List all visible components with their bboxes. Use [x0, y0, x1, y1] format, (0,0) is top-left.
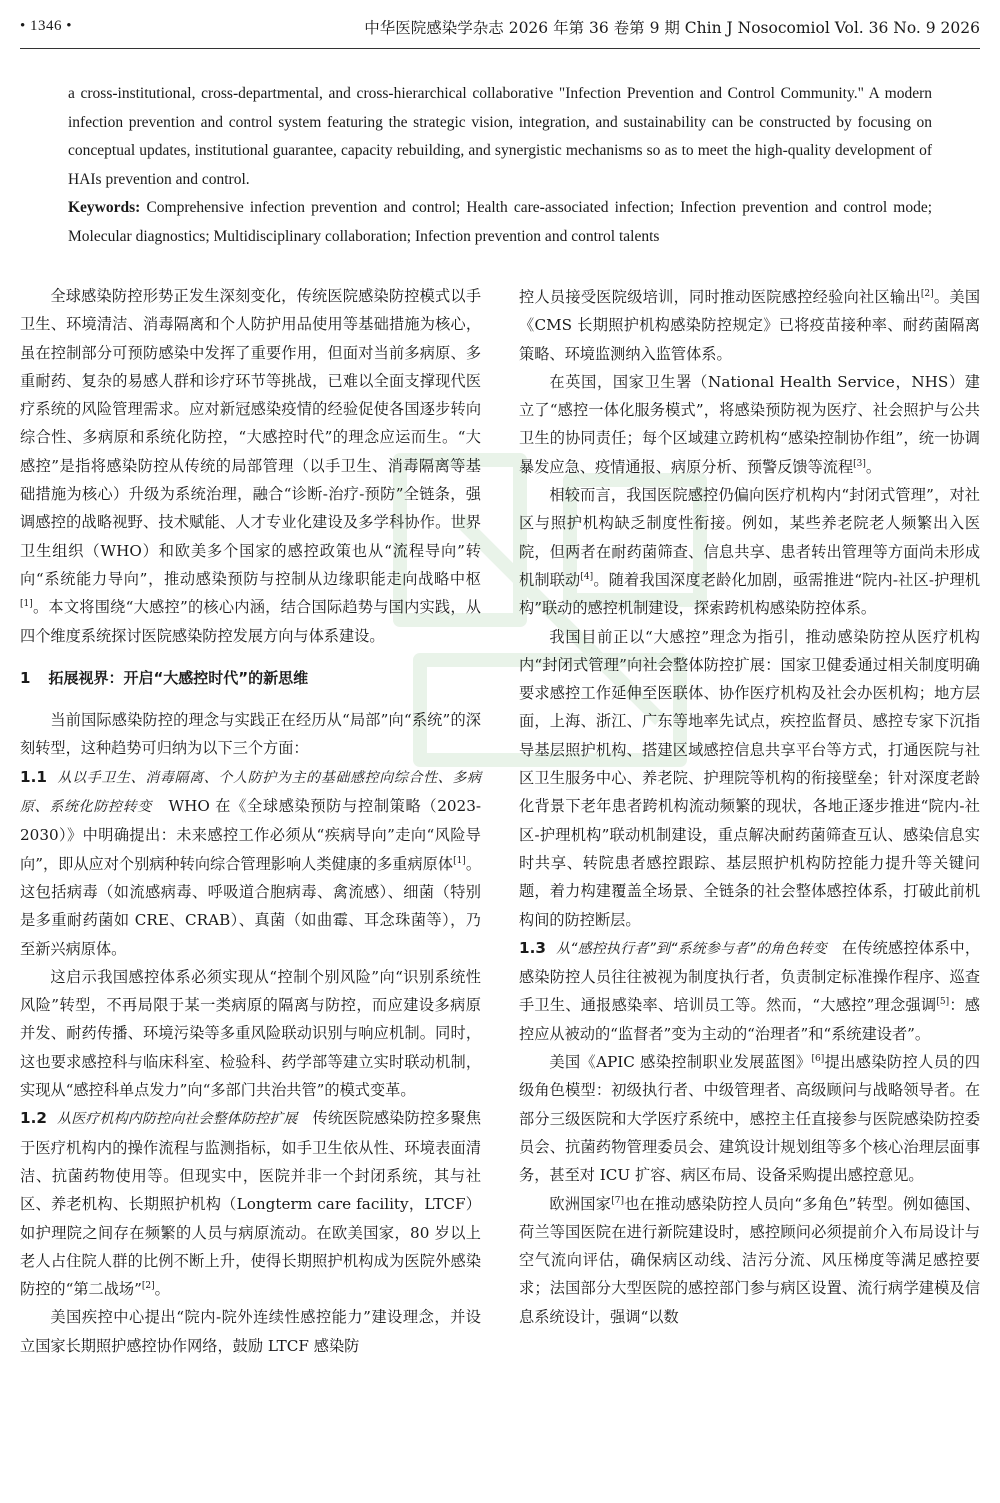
journal-citation: 中华医院感染学杂志 2026 年第 36 卷第 9 期 Chin J Nosocomiol Vol. 36 No. 9 2026: [364, 19, 980, 37]
citation-ref: [6]: [811, 1053, 825, 1064]
citation-ref: [4]: [580, 571, 594, 582]
subsection-1-1: 1.1 从以手卫生、消毒隔离、个人防护为主的基础感控向综合性、多病原、系统化防控转变 WHO 在《全球感染预防与控制策略（2023-2030）》中明确提出：未来感控工作必须从“疾病导向”走向“风险导向”，即从应对个别病种转向综合管理影响人类健康的多重病原体[1]。这包括病毒（如流感病毒、呼吸道合胞病毒、禽流感）、细菌（特别是多重耐药菌如 CRE、CRAB）、真菌（如曲霉、耳念珠菌等），乃至新兴病原体。: [20, 767, 482, 958]
abstract-text: a cross-institutional, cross-departmental, and cross-hierarchical collaborative "Infection Prevention and Control Community." A modern infection prevention and control system featuring the strategic vision, integration, and sustainability can be constructed by focusing on conceptual updates, institutional guarantee, capacity rebuilding, and synergistic mechanisms so as to meet the high-quality development of HAIs prevention and control.: [68, 85, 932, 188]
body-paragraph: 美国疾控中心提出“院内-院外连续性感控能力”建设理念，并设立国家长期照护感控协作网络，鼓励 LTCF 感染防: [20, 1308, 481, 1355]
abstract-continuation: [68, 80, 932, 252]
body-paragraph: 这启示我国感控体系必须实现从“控制个别风险”向“识别系统性风险”转型，不再局限于某一类病原的隔离与防控，而应建设多病原并发、耐药传播、环境污染等多重风险联动识别与响应机制。同时，这也要求感控科与临床科室、检验科、药学部等建立实时联动机制，实现从“感控科单点发力”向“多部门共治共管”的模式变革。: [20, 967, 481, 1100]
citation-ref: [3]: [853, 458, 866, 469]
page-number: • 1346 •: [20, 18, 73, 34]
intro-paragraph: 全球感染防控形势正发生深刻变化，传统医院感染防控模式以手卫生、环境清洁、消毒隔离和个人防护用品使用等基础措施为核心，虽在控制部分可预防感染中发挥了重要作用，但面对当前多病原、多重耐药、复杂的易感人群和诊疗环节等挑战，已难以全面支撑现代医疗系统的风险管理需求。应对新冠感染疫情的经验促使各国逐步转向综合性、多病原和系统化防控，“大感控时代”的理念应运而生。“大感控”是指将感染防控从传统的局部管理（以手卫生、消毒隔离等基础措施为核心）升级为系统治理，融合“诊断-治疗-预防”全链条，强调感控的战略视野、技术赋能、人才专业化建设及多学科协作。世界卫生组织（WHO）和欧美多个国家的感控政策也从“流程导向”转向“系统能力导向”，推动感染预防与控制从边缘职能走向战略中枢[1]。本文将围绕“大感控”的核心内涵，结合国际趋势与国内实践，从四个维度系统探讨医院感染防控发展方向与体系建设。: [20, 287, 481, 645]
body-paragraph: 控人员接受医院级培训，同时推动医院感控经验向社区输出[2]。美国《CMS 长期照护机构感染防控规定》已将疫苗接种率、耐药菌隔离策略、环境监测纳入监管体系。: [519, 288, 981, 363]
body-paragraph: 相较而言，我国医院感控仍偏向医疗机构内“封闭式管理”，对社区与照护机构缺乏制度性衔接。例如，某些养老院老人频繁出入医院，但两者在耐药菌筛查、信息共享、患者转出管理等方面尚未形成机制联动[4]。随着我国深度老龄化加剧，亟需推进“院内-社区-护理机构”联动的感控机制建设，探索跨机构感染防控体系。: [519, 486, 981, 618]
body-paragraph: 我国目前正以“大感控”理念为指引，推动感染防控从医疗机构内“封闭式管理”向社会整体防控扩展：国家卫健委通过相关制度明确要求感控工作延伸至医联体、协作医疗机构及社会办医机构；地方层面，上海、浙江、广东等地率先试点，疾控监督员、感控专家下沉指导基层照护机构、搭建区域感控信息共享平台等方式，打通医院与社区卫生服务中心、养老院、护理院等机构的衔接壁垒；针对深度老龄化背景下老年患者跨机构流动频繁的现状，各地正逐步推进“院内-社区-护理机构”联动机制建设，重点解决耐药菌筛查互认、感染信息实时共享、转院患者感控跟踪、基层照护机构防控能力提升等关键问题，着力构建覆盖全场景、全链条的社会整体感控体系，打破此前机构间的防控断层。: [519, 627, 980, 929]
running-header: [20, 14, 980, 49]
citation-ref: [1]: [453, 855, 466, 866]
subsection-1-3: 1.3 从“感控执行者”到“系统参与者”的角色转变 在传统感控体系中，感染防控人员往往被视为制度执行者，负责制定标准操作程序、巡查手卫生、通报感染率、培训员工等。然而，“大感控”理念强调[5]：感控应从被动的“监督者”变为主动的“治理者”和“系统建设者”。: [519, 938, 981, 1043]
section-heading-1: 1 拓展视界：开启“大感控时代”的新思维: [20, 668, 309, 687]
left-column: [20, 282, 481, 1360]
keywords-list: Comprehensive infection prevention and control; Health care-associated infection; Infection prevention and control mode; Molecular diagnostics; Multidisciplinary collaboration; Infection prevention and control talents: [68, 199, 932, 245]
body-paragraph: 欧洲国家[7]也在推动感染防控人员向“多角色”转型。例如德国、荷兰等国医院在进行新院建设时，感控顾问必须提前介入布局设计与空气流向评估，确保病区动线、洁污分流、风压梯度等满足感控要求；法国部分大型医院的感控部门参与病区设置、流行病学建模及信息系统设计，强调“以数: [519, 1194, 981, 1326]
subsection-title: 从以手卫生、消毒隔离、个人防护为主的基础感控向综合性、多病原、系统化防控转变: [20, 769, 481, 816]
citation-ref: [2]: [920, 288, 934, 299]
citation-ref: [7]: [611, 1195, 624, 1206]
keywords-label: Keywords:: [68, 199, 141, 217]
citation-ref: [1]: [20, 599, 33, 610]
keywords-line: [68, 194, 932, 251]
subsection-title: 从“感控执行者”到“系统参与者”的角色转变: [555, 940, 827, 957]
citation-ref: [2]: [141, 1281, 155, 1292]
section-1-intro: 当前国际感染防控的理念与实践正在经历从“局部”向“系统”的深刻转型，这种趋势可归纳为以下三个方面：: [20, 711, 481, 758]
body-paragraph: 美国《APIC 感染控制职业发展蓝图》[6]提出感染防控人员的四级角色模型：初级执行者、中级管理者、高级顾问与战略领导者。在部分三级医院和大学医疗系统中，感控主任直接参与医院感染防控委员会、抗菌药物管理委员会、建筑设计规划组等多个核心治理层面事务，甚至对 ICU 扩容、病区布局、设备采购提出感控意见。: [519, 1053, 980, 1185]
body-paragraph: 在英国，国家卫生署（National Health Service，NHS）建立了“感控一体化服务模式”，将感染预防视为医疗、社会照护与公共卫生的协同责任；每个区域建立跨机构“感染控制协作组”，统一协调暴发应急、疫情通报、病原分析、预警反馈等流程[3]。: [519, 372, 980, 476]
citation-ref: [5]: [936, 997, 950, 1008]
subsection-title: 从医疗机构内防控向社会整体防控扩展: [56, 1111, 298, 1128]
right-column: [519, 283, 980, 1331]
subsection-1-2: 1.2 从医疗机构内防控向社会整体防控扩展 传统医院感染防控多聚焦于医疗机构内的操作流程与监测指标，如手卫生依从性、环境表面清洁、抗菌药物使用等。但现实中，医院并非一个封闭系统，其与社区、养老机构、长期照护机构（Longterm care facility，LTCF）如护理院之间存在频繁的人员与病原流动。在欧美国家，80 岁以上老人占住院人群的比例不断上升，使得长期照护机构成为医院外感染防控的“第二战场”[2]。: [20, 1109, 482, 1299]
